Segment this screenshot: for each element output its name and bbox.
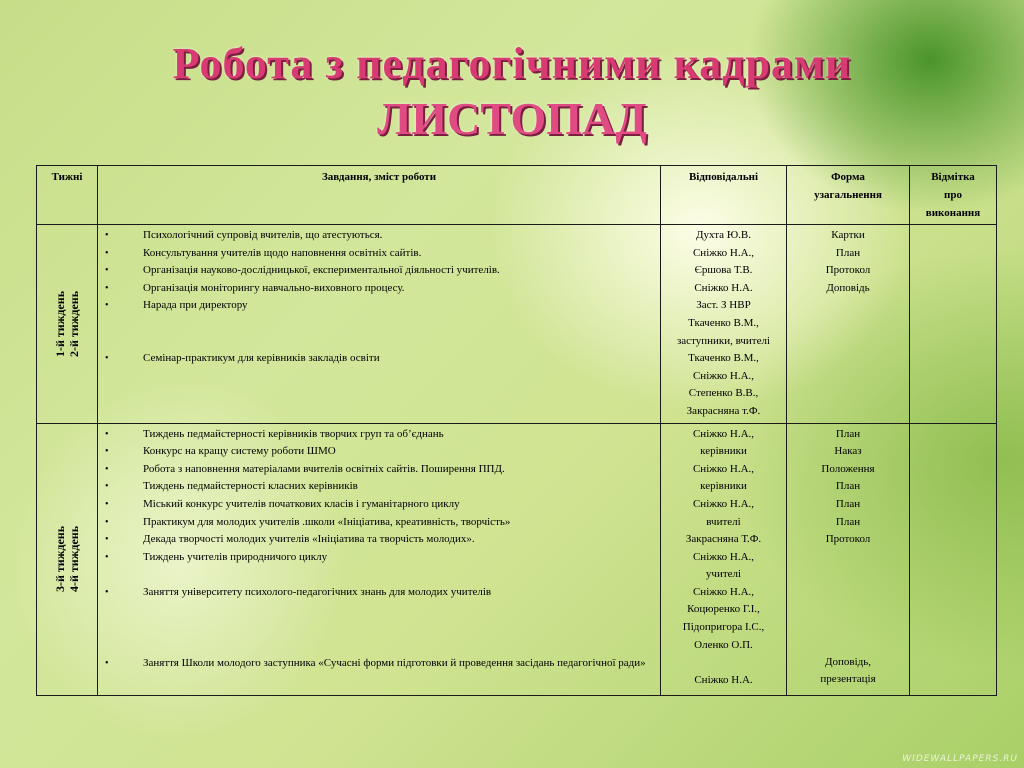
form-text: Доповідь,: [824, 655, 871, 668]
form-text: План: [835, 427, 861, 440]
list-item: • Організація науково-дослідницької, експериментальної діяльності учителів.: [101, 262, 657, 280]
form-text: Протокол: [825, 264, 871, 277]
weeks-label-line2: 2-й тиждень: [67, 290, 81, 357]
responsible-text: вчителі: [706, 515, 741, 528]
bullet-icon: •: [105, 551, 109, 563]
responsible-text: Ткаченко В.М.,: [688, 316, 759, 329]
form-text: Картки: [831, 229, 865, 241]
bullet-icon: •: [105, 516, 109, 528]
form-text: План: [835, 497, 861, 510]
bullet-icon: •: [105, 282, 109, 294]
bullet-icon: •: [105, 587, 109, 599]
bullet-icon: •: [105, 265, 109, 277]
list-item: • Консультування учителів щодо наповнення освітніх сайтів.: [101, 245, 657, 263]
list-item: • Тиждень педмайстерності керівників творчих груп та об’єднань: [101, 426, 657, 444]
watermark-text: WIDEWALLPAPERS.RU: [902, 754, 1018, 764]
responsible-text: Заст. З НВР: [696, 299, 751, 312]
bullet-icon: •: [105, 481, 109, 493]
header-responsible: Відповідальні: [661, 166, 787, 225]
responsible-text: керівники: [700, 445, 747, 458]
list-item: • Міський конкурс учителів початкових класів і гуманітарного циклу: [101, 496, 657, 514]
header-mark-line1: Відмітка: [931, 171, 975, 183]
responsible-text: Коцюренко Г.І.,: [687, 603, 760, 616]
list-item: • Тиждень педмайстерності класних керівників: [101, 478, 657, 496]
list-item: • Організація моніторингу навчально-виховного процесу.: [101, 280, 657, 298]
responsible-text: Духта Ю.В.: [696, 229, 751, 241]
form-cell: [787, 225, 910, 424]
responsible-text: Степенко В.В.,: [688, 387, 759, 400]
weeks-label-line1: 1-й тиждень: [53, 290, 67, 357]
responsible-text: Сніжко Н.А.,: [692, 462, 755, 475]
header-weeks: Тижні: [37, 166, 98, 225]
header-form-line2: узагальнення: [814, 189, 882, 201]
slide-subtitle-month: ЛИСТОПАД: [377, 93, 647, 144]
form-text: Доповідь: [826, 281, 870, 294]
bullet-icon: •: [105, 463, 109, 475]
bullet-icon: •: [105, 498, 109, 510]
table-row: [37, 423, 997, 695]
weeks-label-line1: 3-й тиждень: [53, 525, 67, 593]
header-form-line1: Форма: [831, 171, 865, 183]
responsible-text: Підопригора І.С.,: [682, 621, 765, 634]
weeks-label-line2: 4-й тиждень: [67, 525, 81, 593]
list-item: • Практикум для молодих учителів .школи «Ініціатива, креативність, творчість»: [101, 514, 657, 532]
responsible-cell: [661, 423, 787, 695]
list-item: • Семінар-практикум для керівників закладів освіти: [101, 350, 657, 368]
list-item: • Заняття Школи молодого заступника «Сучасні форми підготовки й проведення засідань педагогічної ради»: [101, 655, 657, 673]
responsible-text: Сніжко Н.А.: [694, 281, 753, 294]
header-mark: [910, 166, 997, 225]
responsible-text: керівники: [700, 480, 747, 493]
list-item: • Конкурс на кращу систему роботи ШМО: [101, 443, 657, 461]
responsible-text: Сніжко Н.А.,: [692, 369, 755, 382]
responsible-text: Закрасняна т.Ф.: [686, 404, 761, 417]
responsible-text: учителі: [705, 568, 742, 581]
responsible-cell: [661, 225, 787, 424]
header-task: Завдання, зміст роботи: [98, 166, 661, 225]
bullet-icon: •: [105, 300, 109, 312]
header-mark-line2: про: [944, 189, 962, 201]
table-row: [37, 225, 997, 424]
list-item: • Нарада при директору: [101, 297, 657, 315]
bullet-icon: •: [105, 247, 109, 259]
responsible-text: Сніжко Н.А.,: [692, 585, 755, 598]
responsible-text: Оленко О.П.: [694, 638, 753, 651]
list-item: • Психологічний супровід вчителів, що атестуються.: [101, 227, 657, 245]
form-text: презентація: [820, 673, 876, 686]
tasks-cell: [98, 423, 661, 695]
table-header-row: [37, 166, 997, 225]
weeks-label: [53, 526, 81, 592]
form-text: План: [835, 246, 861, 259]
bullet-icon: •: [105, 534, 109, 546]
bullet-icon: •: [105, 428, 109, 440]
form-text: Положення: [821, 462, 875, 475]
work-plan-table: [36, 165, 997, 696]
form-text: План: [835, 480, 861, 493]
weeks-cell: [37, 225, 98, 424]
list-item: • Тиждень учителів природничого циклу: [101, 549, 657, 567]
responsible-text: Сніжко Н.А.,: [692, 427, 755, 440]
bullet-icon: •: [105, 230, 109, 241]
mark-cell: [910, 225, 997, 424]
weeks-label: [53, 291, 81, 357]
list-item: • Робота з наповнення матеріалами вчителів освітніх сайтів. Поширення ППД.: [101, 461, 657, 479]
form-text: Протокол: [825, 533, 871, 546]
bullet-icon: •: [105, 446, 109, 458]
bullet-icon: •: [105, 657, 109, 669]
responsible-text: Сніжко Н.А.,: [692, 550, 755, 563]
responsible-text: Сніжко Н.А.: [694, 673, 753, 686]
form-text: План: [835, 515, 861, 528]
form-text: Наказ: [834, 445, 862, 458]
slide-title: Робота з педагогічними кадрами: [172, 39, 852, 88]
bullet-icon: •: [105, 352, 109, 364]
responsible-text: Закрасняна Т.Ф.: [685, 533, 762, 546]
header-mark-line3: виконання: [925, 207, 981, 219]
responsible-text: Ткаченко В.М.,: [688, 352, 759, 365]
responsible-text: Сніжко Н.А.,: [692, 246, 755, 259]
header-form: [787, 166, 910, 225]
list-item: • Декада творчості молодих учителів «Ініціатива та творчість молодих».: [101, 531, 657, 549]
mark-cell: [910, 423, 997, 695]
weeks-cell: [37, 423, 98, 695]
tasks-cell: [98, 225, 661, 424]
responsible-text: Сніжко Н.А.,: [692, 497, 755, 510]
responsible-text: Єршова Т.В.: [694, 264, 753, 277]
form-cell: [787, 423, 910, 695]
list-item: • Заняття університету психолого-педагогічних знань для молодих учителів: [101, 584, 657, 602]
responsible-text: заступники, вчителі: [676, 334, 771, 347]
